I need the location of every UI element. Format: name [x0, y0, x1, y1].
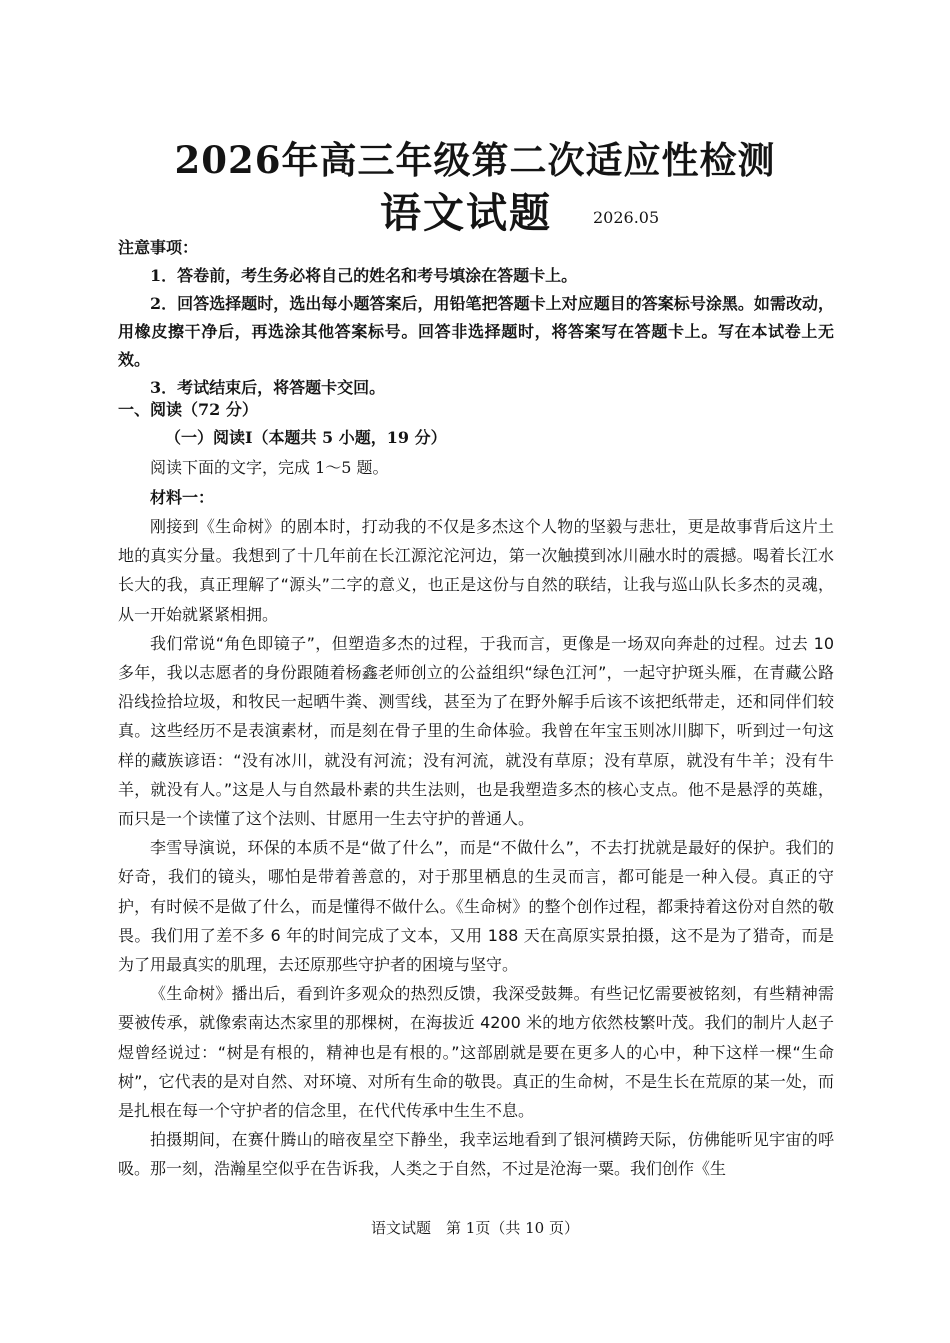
- passage-paragraph: 刚接到《生命树》的剧本时，打动我的不仅是多杰这个人物的坚毅与悲壮，更是故事背后这片土地的真实分量。我想到了十几年前在长江源沱沱河边，第一次触摸到冰川融水时的震撼。喝着长江水长大的我，真正理解了“源头”二字的意义，也正是这份与自然的联结，让我与巡山队长多杰的灵魂，从一开始就紧紧相拥。: [118, 517, 834, 624]
- notice-item: 1．答卷前，考生务必将自己的姓名和考号填涂在答题卡上。: [150, 266, 578, 285]
- passage-paragraph: 《生命树》播出后，看到许多观众的热烈反馈，我深受鼓舞。有些记忆需要被铭刻，有些精神需要被传承，就像索南达杰家里的那棵树，在海拔近 4200 米的地方依然枝繁叶茂。我们的制片人赵子煜曾经说过：“树是有根的，精神也是有根的。”这部剧就是要在更多人的心中，种下这样一棵“生命树”，它代表的是对自然、对环境、对所有生命的敬畏。真正的生命树，不是生长在荒原的某一处，而是扎根在每一个守护者的信念里，在代代传承中生生不息。: [118, 984, 834, 1121]
- section-title: 一、阅读（72 分）: [118, 400, 258, 419]
- subject-title: 语文试题: [380, 189, 552, 237]
- notice-item: 3．考试结束后，将答题卡交回。: [150, 378, 386, 397]
- passage-paragraph: 李雪导演说，环保的本质不是“做了什么”，而是“不做什么”，不去打扰就是最好的保护。我们的好奇，我们的镜头，哪怕是带着善意的，对于那里栖息的生灵而言，都可能是一种入侵。真正的守护，有时候不是做了什么，而是懂得不做什么。《生命树》的整个创作过程，都秉持着这份对自然的敬畏。我们用了差不多 6 年的时间完成了文本，又用 188 天在高原实景拍摄，这不是为了猎奇，而是为了用最真实的肌理，去还原那些守护者的困境与坚守。: [118, 838, 834, 975]
- material-label: 材料一：: [150, 488, 215, 507]
- passage-paragraph: 拍摄期间，在赛什腾山的暗夜星空下静坐，我幸运地看到了银河横跨天际，仿佛能听见宇宙的呼吸。那一刻，浩瀚星空似乎在告诉我，人类之于自然，不过是沧海一粟。我们创作《生: [118, 1130, 834, 1179]
- reading-instruction: 阅读下面的文字，完成 1～5 题。: [150, 458, 389, 477]
- notice-item: 2．回答选择题时，选出每小题答案后，用铅笔把答题卡上对应题目的答案标号涂黑。如需改动，用橡皮擦干净后，再选涂其他答案标号。回答非选择题时，将答案写在答题卡上。写在本试卷上无效。: [118, 294, 834, 369]
- notice-list: [118, 262, 834, 402]
- notice-heading: 注意事项：: [118, 238, 199, 257]
- passage-paragraph: 我们常说“角色即镜子”，但塑造多杰的过程，于我而言，更像是一场双向奔赴的过程。过去 10 多年，我以志愿者的身份跟随着杨鑫老师创立的公益组织“绿色江河”，一起守护斑头雁，在青藏公路沿线捡拾垃圾，和牧民一起晒牛粪、测雪线，甚至为了在野外解手后该不该把纸带走，还和同伴们较真。这些经历不是表演素材，而是刻在骨子里的生命体验。我曾在年宝玉则冰川脚下，听到过一句这样的藏族谚语：“没有冰川，就没有河流；没有河流，就没有草原；没有草原，就没有牛羊；没有牛羊，就没有人。”这是人与自然最朴素的共生法则，也是我塑造多杰的核心支点。他不是悬浮的英雄，而只是一个读懂了这个法则、甘愿用一生去守护的普通人。: [118, 633, 834, 829]
- page-footer: 语文试题 第 1页（共 10 页）: [371, 1219, 579, 1237]
- subsection-title: （一）阅读Ⅰ（本题共 5 小题，19 分）: [165, 428, 447, 447]
- passage-body: [118, 512, 834, 1184]
- exam-title: 2026年高三年级第二次适应性检测: [174, 138, 776, 182]
- exam-date: 2026.05: [593, 208, 660, 227]
